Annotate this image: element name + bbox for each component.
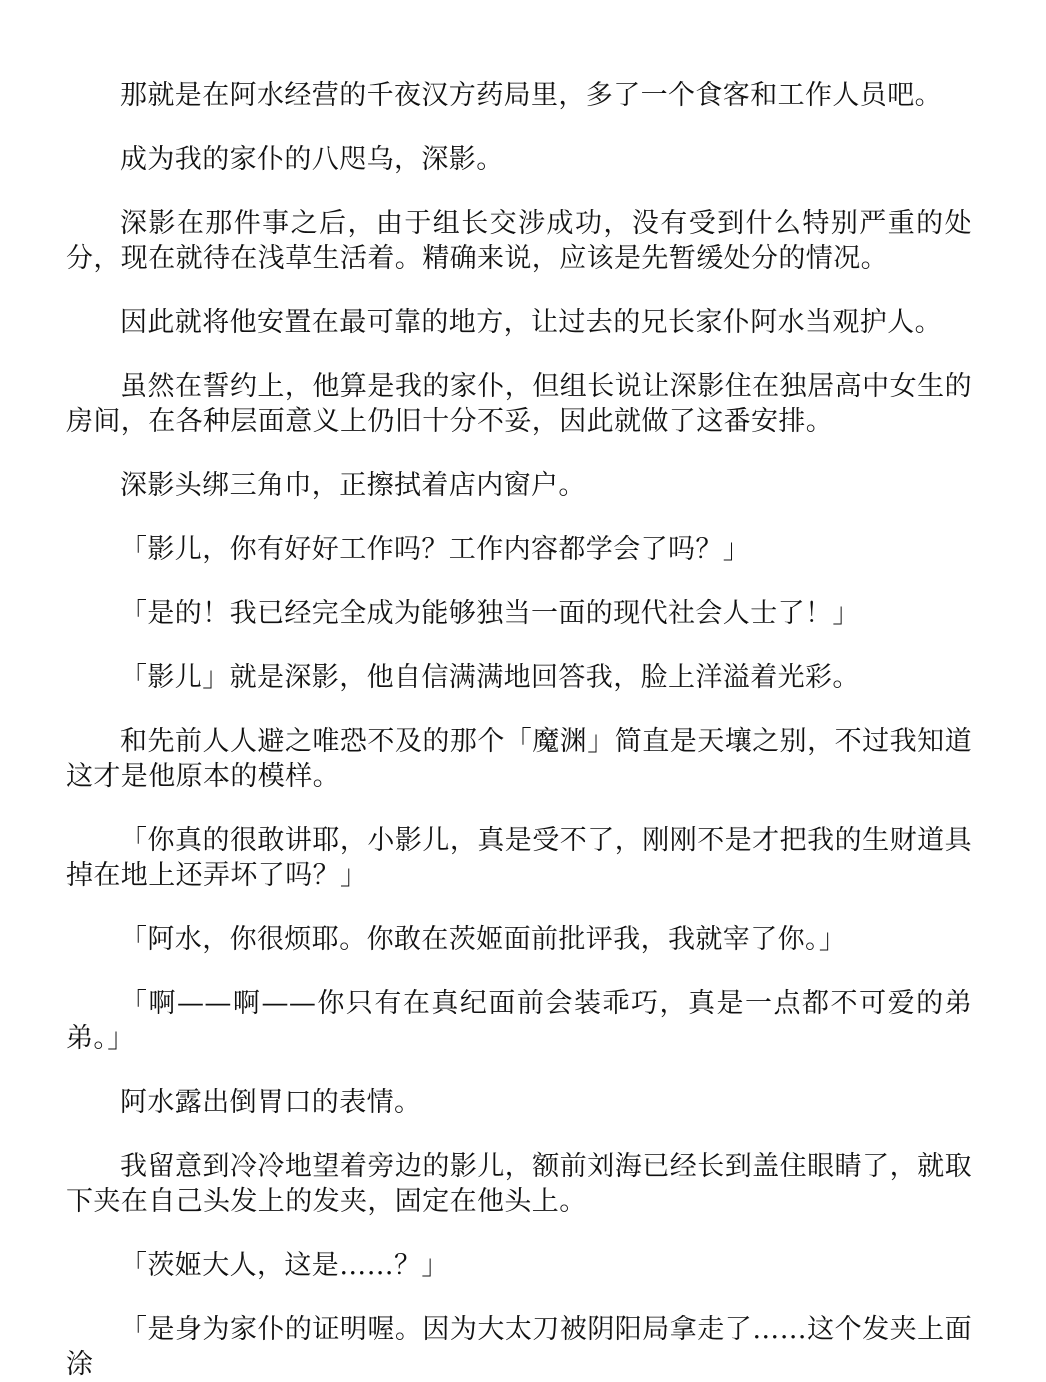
paragraph: 「你真的很敢讲耶，小影儿，真是受不了，刚刚不是才把我的生财道具掉在地上还弄坏了吗？」 [66,825,972,891]
paragraph: 「茨姬大人，这是……？」 [120,1250,449,1281]
paragraph: 虽然在誓约上，他算是我的家仆，但组长说让深影住在独居高中女生的房间，在各种层面意义上仍旧十分不妥，因此就做了这番安排。 [66,371,972,437]
paragraph: 深影头绑三角巾，正擦拭着店内窗户。 [120,470,586,501]
paragraph: 因此就将他安置在最可靠的地方，让过去的兄长家仆阿水当观护人。 [120,307,942,338]
paragraph: 「影儿」就是深影，他自信满满地回答我，脸上洋溢着光彩。 [120,662,860,693]
paragraph: 「阿水，你很烦耶。你敢在茨姬面前批评我，我就宰了你。」 [120,924,847,955]
paragraph: 阿水露出倒胃口的表情。 [120,1087,422,1118]
paragraph: 「是身为家仆的证明喔。因为大太刀被阴阳局拿走了……这个发夹上面涂 [66,1314,972,1380]
paragraph: 成为我的家仆的八咫乌，深影。 [120,144,504,175]
paragraph: 那就是在阿水经营的千夜汉方药局里，多了一个食客和工作人员吧。 [120,80,942,111]
paragraph: 深影在那件事之后，由于组长交涉成功，没有受到什么特别严重的处分，现在就待在浅草生活着。精确来说，应该是先暂缓处分的情况。 [66,208,972,274]
paragraph: 「是的！我已经完全成为能够独当一面的现代社会人士了！」 [120,598,860,629]
document-page [66,0,972,1380]
paragraph: 「影儿，你有好好工作吗？工作内容都学会了吗？」 [120,534,751,565]
paragraph: 我留意到冷冷地望着旁边的影儿，额前刘海已经长到盖住眼睛了，就取下夹在自己头发上的发夹，固定在他头上。 [66,1151,972,1217]
paragraph: 「啊——啊——你只有在真纪面前会装乖巧，真是一点都不可爱的弟弟。」 [66,988,972,1054]
paragraph: 和先前人人避之唯恐不及的那个「魔渊」简直是天壤之别，不过我知道这才是他原本的模样。 [66,726,972,792]
